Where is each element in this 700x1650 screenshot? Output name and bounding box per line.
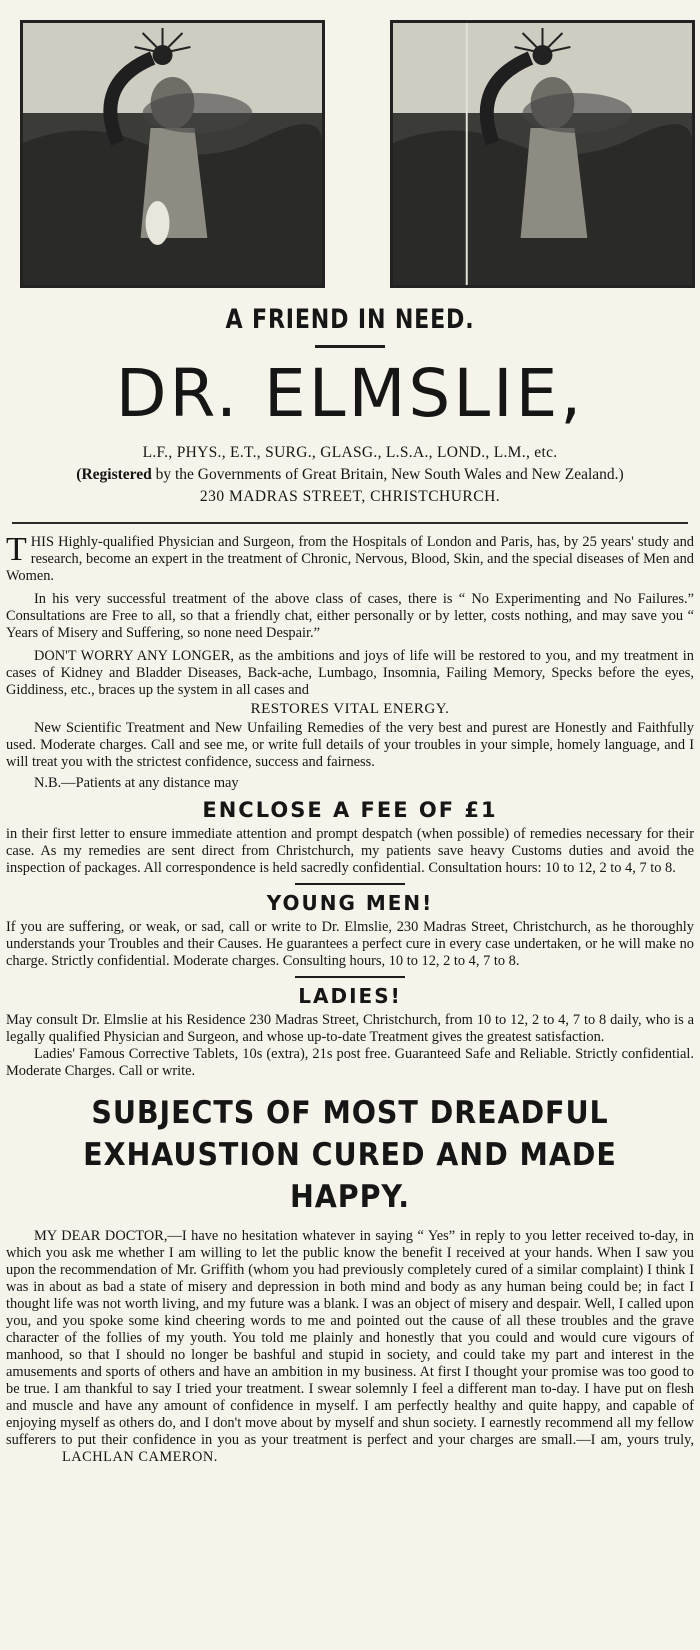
- divider: [295, 976, 405, 978]
- divider: [315, 345, 385, 348]
- paragraph: If you are suffering, or weak, or sad, call or write to Dr. Elmslie, 230 Madras Street, Christchurch, as he thoroughly understands your Troubles and their Causes. He guarantees a perfect cure in every case undertaken, or he will make no charge. Strictly confidential. Moderate charges. Consulting hours, 10 to 12, 2 to 4, 7 to 8.: [6, 919, 694, 969]
- paragraph: May consult Dr. Elmslie at his Residence 230 Madras Street, Christchurch, from 10 to 12, 2 to 4, 7 to 8 daily, who is a legally qualified Physician and Surgeon, and whose up-to-date Treatment gives the greatest satisfaction.: [6, 1012, 694, 1045]
- divider: [12, 522, 688, 524]
- signature: LACHLAN CAMERON.: [62, 1449, 218, 1465]
- paragraph: Ladies' Famous Corrective Tablets, 10s (extra), 21s post free. Guaranteed Safe and Reliable. Strictly confidential. Moderate Charges. Call or write.: [6, 1046, 694, 1079]
- testimonial-headline: SUBJECTS OF MOST DREADFUL EXHAUSTION CURED AND MADE HAPPY.: [83, 1095, 617, 1215]
- paragraph: in their first letter to ensure immediate attention and prompt despatch (when possible) of remedies necessary for their case. As my remedies are sent direct from Christchurch, my patients save heavy Customs duties and avoid the inspection of packages. All correspondence is held sacredly confidential. Consultation hours: 10 to 12, 2 to 4, 7 to 8.: [6, 826, 694, 876]
- registration-note: [6, 466, 694, 484]
- address: 230 MADRAS STREET, CHRISTCHURCH.: [199, 488, 501, 505]
- figure-under-sun-illustration: [20, 20, 325, 288]
- letter-text: MY DEAR DOCTOR,—I have no hesitation whatever in saying “ Yes” in reply to you letter received to-day, in which you ask me whether I am willing to let the public know the benefit I received at your hands. When I saw you upon the recommendation of Mr. Griffith (whom you had previously completely cured of a similar complaint) I think I was in about as bad a state of misery and depression in both mind and body as any human being could be; in fact I thought life was not worth living, and my future was a blank. I was an object of misery and despair. Well, I called upon you, and you spoke some kind cheering words to me and pointed out the cause of all these troubles and the grave character of the follies of my youth. You told me plainly and honestly that you could and would cure vigours of manhood, so that I should no longer be bashful and stupid in society, and could take my part and interest in the amusements and sports of others and have an ambition in my business. At first I thought your promise was too good to be true. I am thankful to say I tried your treatment. I swear solemnly I feel a different man to-day. I have put on flesh and muscle and have any amount of confidence in myself. I am perfectly healthy and quite happy, and capable of enjoying myself as others do, and I don't move about by myself and shun society. I earnestly recommend all my fellow sufferers to put their confidence in you as your treatment is perfect and your charges are small.—I am, yours truly,: [6, 1228, 694, 1448]
- young-men-heading: YOUNG MEN!: [266, 891, 434, 915]
- registered-rest: by the Governments of Great Britain, New South Wales and New Zealand.): [151, 466, 624, 483]
- fee-heading: ENCLOSE A FEE OF £1: [202, 798, 498, 822]
- ladies-heading: LADIES!: [298, 984, 402, 1008]
- paragraph: DON'T WORRY ANY LONGER, as the ambitions and joys of life will be restored to you, and my treatment in cases of Kidney and Bladder Diseases, Back-ache, Lumbago, Insomnia, Failing Memory, Specks before the eyes, Giddiness, etc., braces up the system in all cases and: [6, 648, 694, 698]
- illustration-row: [6, 0, 694, 290]
- doctor-name: DR. ELMSLIE,: [115, 355, 585, 432]
- subheading: RESTORES VITAL ENERGY.: [250, 701, 450, 717]
- paragraph: N.B.—Patients at any distance may: [34, 775, 239, 791]
- testimonial-letter: [6, 1228, 694, 1466]
- drop-cap: T: [6, 531, 27, 568]
- tagline: A FRIEND IN NEED.: [225, 304, 475, 335]
- intro-paragraph: [6, 531, 694, 585]
- registered-label: (Registered: [76, 466, 152, 483]
- paragraph: New Scientific Treatment and New Unfailing Remedies of the very best and purest are Honestly and Faithfully used. Moderate charges. Call and see me, or write full details of your troubles in your simple, homely language, and I will treat you with the strictest confidence, success and fairness.: [6, 720, 694, 770]
- figure-under-sun-illustration: [390, 20, 695, 288]
- divider: [295, 883, 405, 885]
- paragraph: In his very successful treatment of the above class of cases, there is “ No Experimenting and No Failures.” Consultations are Free to all, so that a friendly chat, either personally or by letter, costs nothing, and may save you “ Years of Misery and Suffering, so none need Despair.”: [6, 591, 694, 641]
- intro-text: HIS Highly-qualified Physician and Surgeon, from the Hospitals of London and Paris, has, by 25 years' study and research, become an expert in the treatment of Chronic, Nervous, Blood, Skin, and the special diseases of Men and Women.: [6, 534, 694, 584]
- qualifications: L.F., PHYS., E.T., SURG., GLASG., L.S.A., LOND., L.M., etc.: [142, 444, 558, 461]
